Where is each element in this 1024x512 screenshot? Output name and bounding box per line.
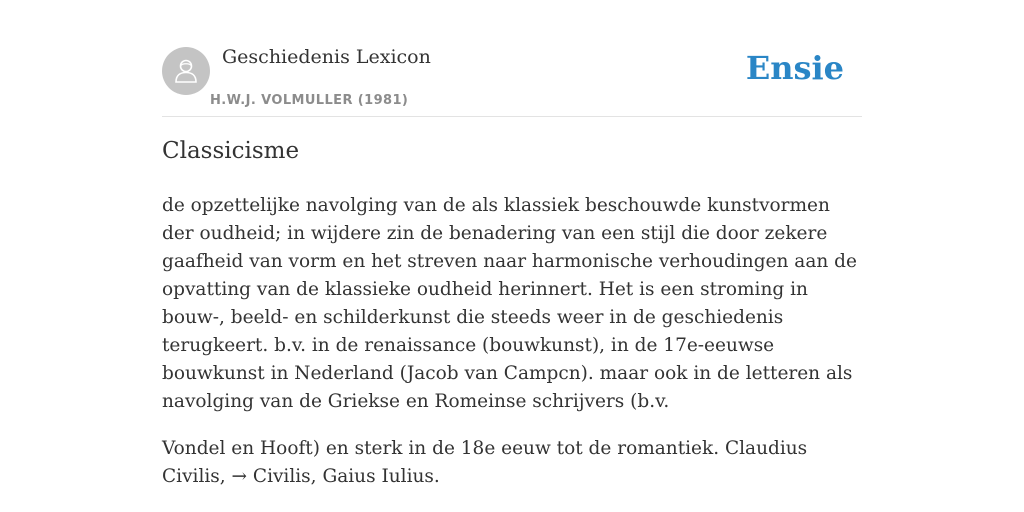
user-icon [171, 56, 201, 86]
author-name[interactable]: H.W.J. VOLMULLER (1981) [210, 93, 409, 108]
article-body [162, 192, 862, 510]
lexicon-header [162, 40, 862, 117]
article-title: Classicisme [162, 138, 300, 164]
avatar[interactable] [162, 47, 210, 95]
brand-logo[interactable]: Ensie [745, 49, 844, 87]
lexicon-title[interactable]: Geschiedenis Lexicon [222, 46, 431, 68]
paragraph: de opzettelijke navolging van de als klassiek beschouwde kunstvormen der oudheid; in wijdere zin de benadering van een stijl die door zekere gaafheid van vorm en het streven naar harmonische verhoudingen aan de opvatting van de klassieke oudheid herinnert. Het is een stroming in bouw-, beeld- en schilderkunst die steeds weer in de geschiedenis terugkeert. b.v. in de renaissance (bouwkunst), in de 17e-eeuwse bouwkunst in Nederland (Jacob van Campcn). maar ook in de letteren als navolging van de Griekse en Romeinse schrijvers (b.v. [162, 195, 857, 412]
paragraph: Vondel en Hooft) en sterk in de 18e eeuw tot de romantiek. Claudius Civilis, → Civilis, Gaius Iulius. [162, 438, 808, 487]
